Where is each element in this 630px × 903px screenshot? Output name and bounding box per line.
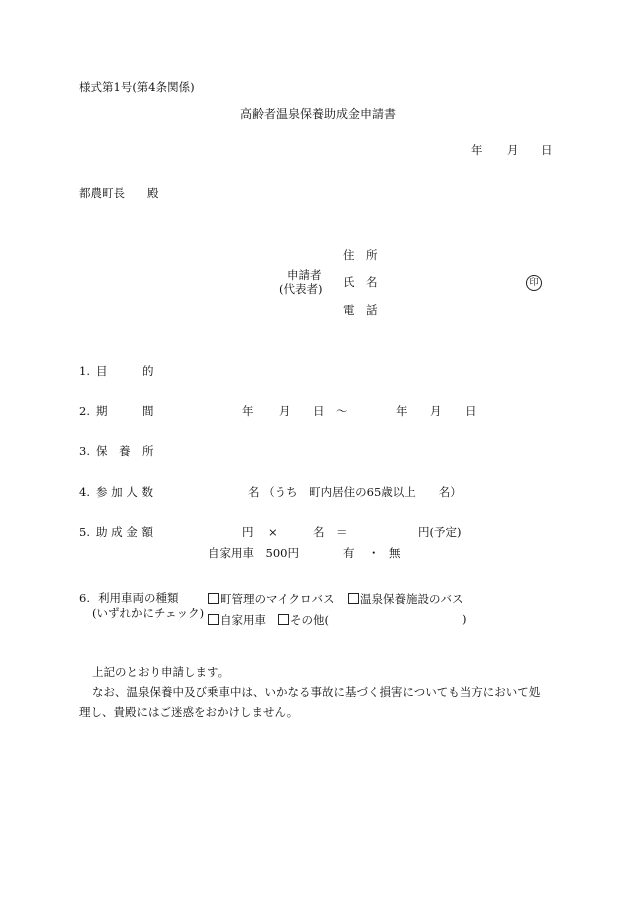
applicant-label: 申請者 — [287, 268, 322, 282]
checkbox[interactable] — [208, 614, 219, 625]
vehicle-option-other[interactable] — [278, 614, 329, 627]
private-car-fee: 自家用車 500円 — [208, 546, 299, 560]
vehicle-note: (いずれかにチェック) — [92, 606, 205, 620]
checkbox[interactable] — [208, 593, 219, 604]
name-label: 氏 名 — [343, 275, 378, 289]
item-number: 3. — [79, 444, 90, 458]
participants-label: 参 加 人 数 — [96, 485, 153, 499]
addressee-honorific: 殿 — [147, 186, 159, 200]
date-year: 年 — [471, 143, 483, 157]
period-end-year: 年 — [396, 404, 408, 418]
period-start-day: 日 — [313, 404, 325, 418]
no-option: 無 — [389, 546, 401, 560]
form-number: 様式第1号(第4条関係) — [79, 80, 195, 94]
date-day: 日 — [541, 143, 553, 157]
vehicle-option-private-car[interactable] — [208, 614, 266, 627]
option-label: その他( — [290, 613, 329, 627]
period-start-month: 月 — [279, 404, 291, 418]
declaration-line-2: なお、温泉保養中及び乗車中は、いかなる事故に基づく損害についても当方において処 — [92, 685, 541, 699]
period-end-day: 日 — [465, 404, 477, 418]
vehicle-option-microbus[interactable] — [208, 593, 335, 606]
period-start-year: 年 — [242, 404, 254, 418]
amount-times: × — [268, 525, 278, 539]
address-label: 住 所 — [343, 248, 378, 262]
option-label: 町管理のマイクロバス — [220, 592, 335, 606]
addressee-name: 都農町長 — [79, 186, 125, 200]
item-number: 4. — [79, 485, 90, 499]
checkbox[interactable] — [278, 614, 289, 625]
date-month: 月 — [507, 143, 519, 157]
option-label: 温泉保養施設のバス — [360, 592, 464, 606]
amount-people: 名 — [313, 525, 325, 539]
item-number: 6. — [79, 591, 90, 605]
vehicle-label: 利用車両の種類 — [98, 591, 179, 605]
purpose-label: 目 的 — [96, 364, 154, 378]
seal-mark: 印 — [526, 275, 542, 291]
amount-yen-planned: 円(予定) — [418, 525, 462, 539]
item-number: 1. — [79, 364, 90, 378]
period-tilde: ～ — [336, 404, 348, 418]
option-label: 自家用車 — [220, 613, 266, 627]
form-title: 高齢者温泉保養助成金申請書 — [240, 107, 397, 121]
participants-text: 名 （うち 町内居住の65歳以上 名） — [248, 485, 462, 499]
amount-yen: 円 — [242, 525, 254, 539]
yes-option: 有 — [343, 546, 355, 560]
separator-dot: ・ — [368, 546, 380, 560]
other-close-paren: ) — [462, 612, 467, 626]
vehicle-option-facility-bus[interactable] — [348, 593, 464, 606]
item-number: 2. — [79, 404, 90, 418]
amount-label: 助 成 金 額 — [96, 525, 153, 539]
declaration-line-3: 理し、貴殿にはご迷惑をおかけしません。 — [79, 705, 299, 719]
facility-label: 保 養 所 — [96, 444, 154, 458]
phone-label: 電 話 — [343, 303, 378, 317]
amount-equals: ＝ — [336, 525, 348, 539]
applicant-representative-label: (代表者) — [279, 282, 323, 296]
checkbox[interactable] — [348, 593, 359, 604]
period-end-month: 月 — [430, 404, 442, 418]
item-number: 5. — [79, 525, 90, 539]
declaration-line-1: 上記のとおり申請します。 — [92, 665, 230, 679]
period-label: 期 間 — [96, 404, 154, 418]
